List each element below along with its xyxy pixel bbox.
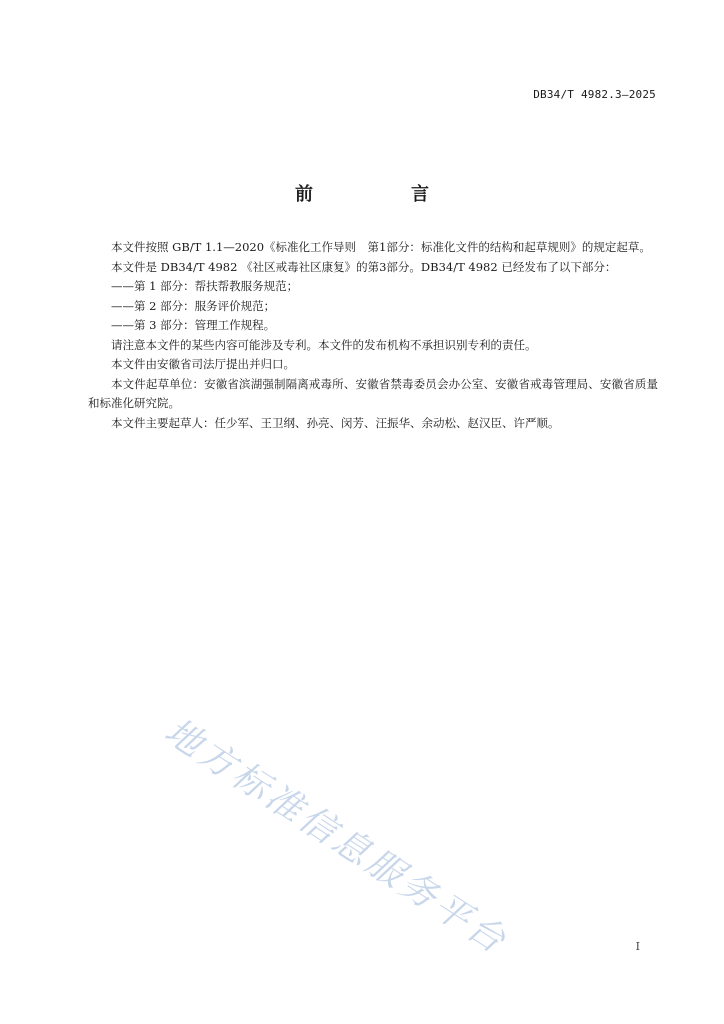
page-number: I xyxy=(635,940,640,953)
watermark: 地方标准信息服务平台 xyxy=(157,710,516,964)
document-code: DB34/T 4982.3—2025 xyxy=(533,88,656,101)
foreword-body xyxy=(88,238,658,433)
section-title: 前 言 xyxy=(295,184,469,205)
paragraph-patent-notice: 请注意本文件的某些内容可能涉及专利。本文件的发布机构不承担识别专利的责任。 xyxy=(111,337,537,352)
paragraph-drafters: 本文件主要起草人：任少军、王卫纲、孙亮、闵芳、汪振华、余动松、赵汉臣、许严顺。 xyxy=(111,415,560,430)
paragraph-drafting-units: 本文件起草单位：安徽省滨湖强制隔离戒毒所、安徽省禁毒委员会办公室、安徽省戒毒管理局、安徽省质量和标准化研究院。 xyxy=(88,376,658,410)
list-item-part-2: ——第 2 部分：服务评价规范； xyxy=(111,298,276,313)
paragraph-series-intro: 本文件是 DB34/T 4982 《社区戒毒社区康复》的第3部分。DB34/T 4982 已经发布了以下部分： xyxy=(111,259,617,274)
list-item-part-1: ——第 1 部分：帮扶帮教服务规范； xyxy=(111,279,299,293)
list-item-part-3: ——第 3 部分：管理工作规程。 xyxy=(111,318,276,332)
paragraph-drafting-rules: 本文件按照 GB/T 1.1—2020《标准化工作导则 第1部分：标准化文件的结构和起草规则》的规定起草。 xyxy=(111,240,651,254)
paragraph-proposer: 本文件由安徽省司法厅提出并归口。 xyxy=(111,357,295,371)
